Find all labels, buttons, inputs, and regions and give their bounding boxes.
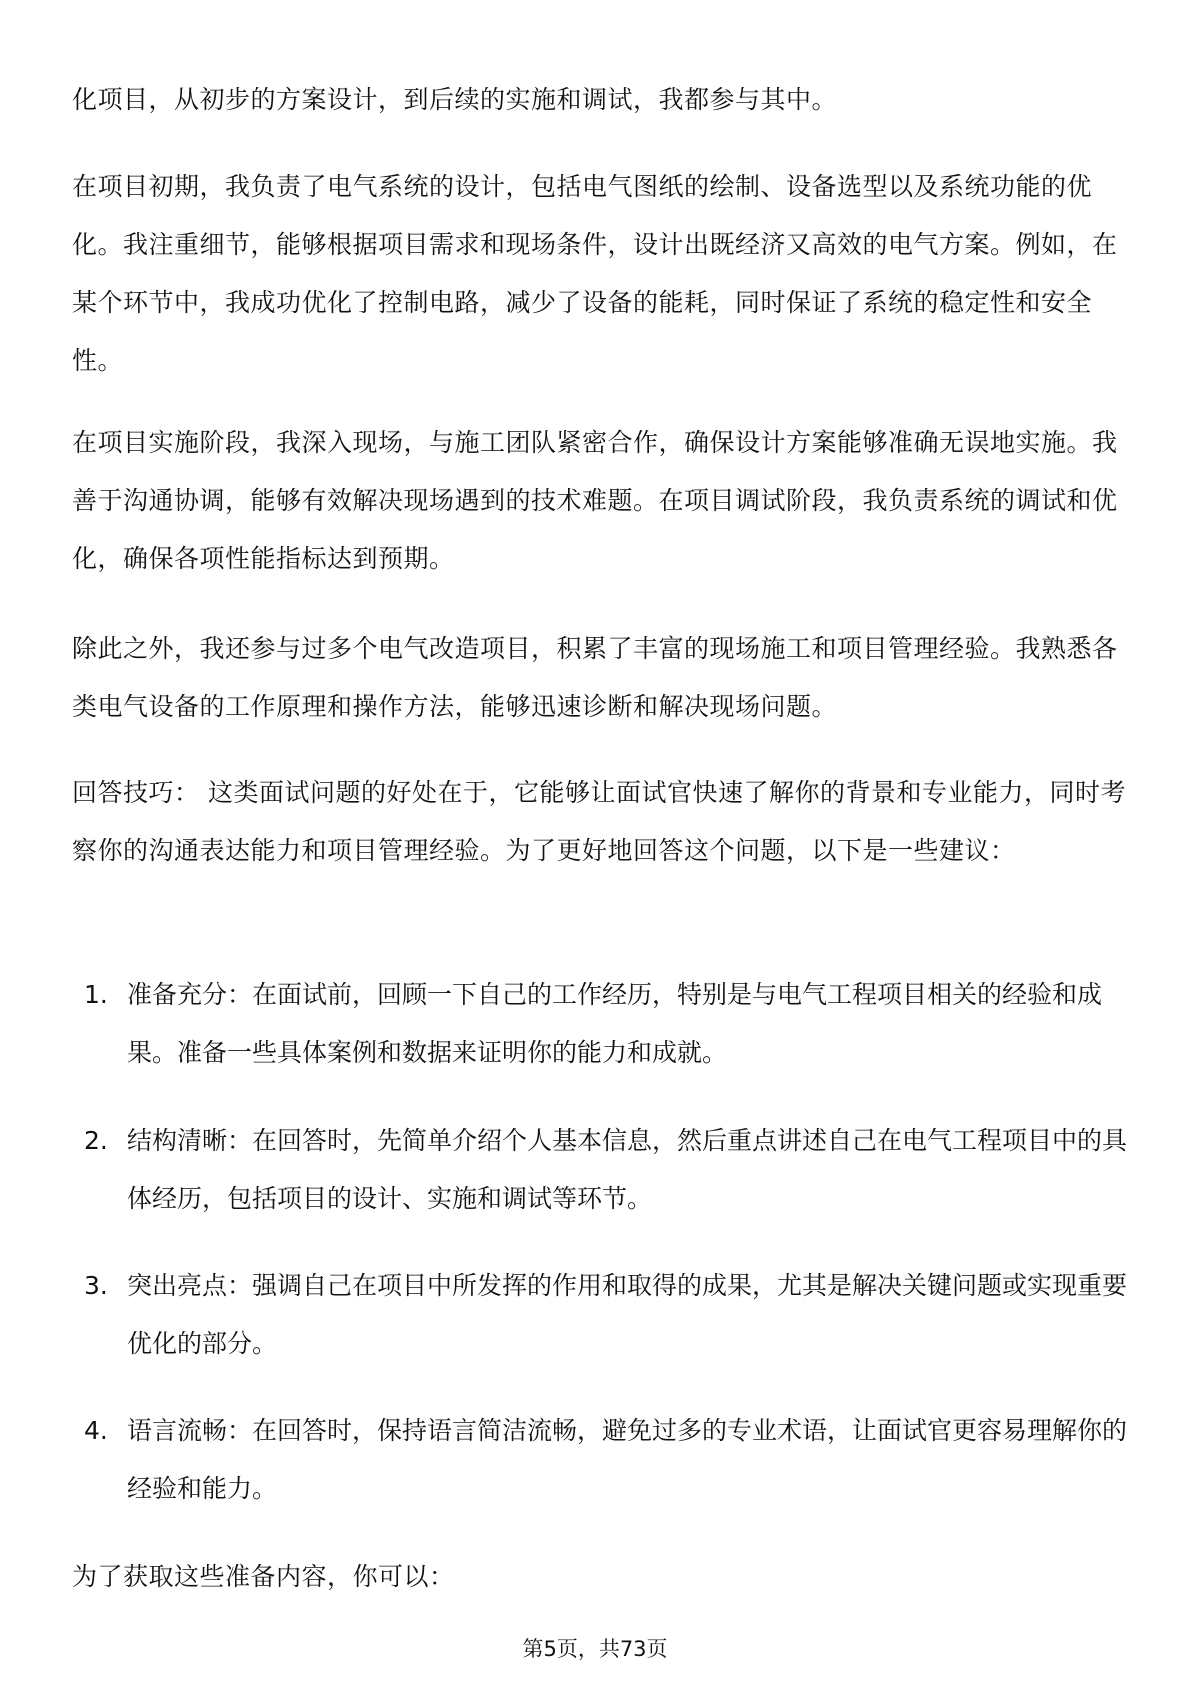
list-number: 3. [84, 1271, 108, 1300]
paragraph-closing: 为了获取这些准备内容，你可以： [72, 1562, 455, 1591]
list-item [84, 1402, 1132, 1518]
list-item [84, 1112, 1132, 1228]
list-number: 2. [84, 1126, 108, 1155]
list-text: 突出亮点：强调自己在项目中所发挥的作用和取得的成果，尤其是解决关键问题或实现重要优化的部分。 [127, 1271, 1128, 1358]
page-number: 第5页，共73页 [522, 1637, 668, 1661]
list-number: 1. [84, 980, 108, 1009]
list-number: 4. [84, 1416, 108, 1445]
paragraph-design-phase: 在项目初期，我负责了电气系统的设计，包括电气图纸的绘制、设备选型以及系统功能的优化。我注重细节，能够根据项目需求和现场条件，设计出既经济又高效的电气方案。例如，在某个环节中，我成功优化了控制电路，减少了设备的能耗，同时保证了系统的稳定性和安全性。 [72, 172, 1118, 375]
list-text: 准备充分：在面试前，回顾一下自己的工作经历，特别是与电气工程项目相关的经验和成果。准备一些具体案例和数据来证明你的能力和成就。 [127, 980, 1103, 1067]
list-text: 语言流畅：在回答时，保持语言简洁流畅，避免过多的专业术语，让面试官更容易理解你的经验和能力。 [127, 1416, 1128, 1503]
paragraph-implementation-phase: 在项目实施阶段，我深入现场，与施工团队紧密合作，确保设计方案能够准确无误地实施。我善于沟通协调，能够有效解决现场遇到的技术难题。在项目调试阶段，我负责系统的调试和优化，确保各项性能指标达到预期。 [72, 428, 1118, 573]
list-text: 结构清晰：在回答时，先简单介绍个人基本信息，然后重点讲述自己在电气工程项目中的具体经历，包括项目的设计、实施和调试等环节。 [127, 1126, 1128, 1213]
paragraph-answer-tips: 回答技巧： 这类面试问题的好处在于，它能够让面试官快速了解你的背景和专业能力，同时考察你的沟通表达能力和项目管理经验。为了更好地回答这个问题，以下是一些建议： [72, 778, 1126, 865]
paragraph-intro-continued: 化项目，从初步的方案设计，到后续的实施和调试，我都参与其中。 [72, 85, 838, 114]
list-item [84, 966, 1132, 1082]
paragraph-other-experience: 除此之外，我还参与过多个电气改造项目，积累了丰富的现场施工和项目管理经验。我熟悉各类电气设备的工作原理和操作方法，能够迅速诊断和解决现场问题。 [72, 634, 1118, 721]
list-item [84, 1257, 1132, 1373]
